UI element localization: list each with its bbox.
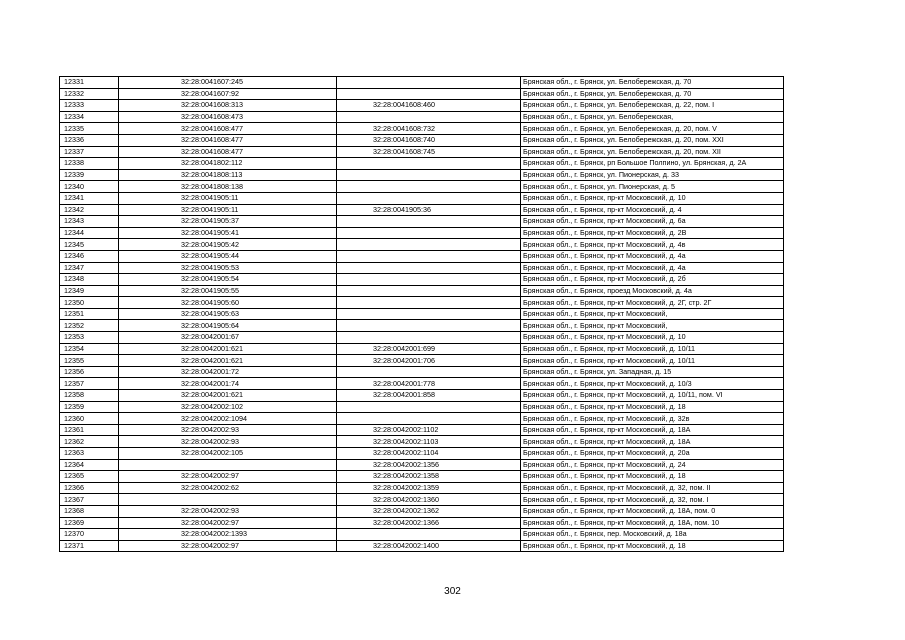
row-number-cell: 12344 bbox=[60, 227, 119, 239]
table-row bbox=[60, 181, 784, 193]
address-cell: Брянская обл., г. Брянск, пр-кт Московский, д. 4 bbox=[521, 204, 784, 216]
table-row bbox=[60, 285, 784, 297]
object-number-cell bbox=[337, 77, 521, 89]
object-number-cell bbox=[337, 320, 521, 332]
cadastral-number-cell: 32:28:0041607:92 bbox=[119, 88, 337, 100]
cadastral-number-cell: 32:28:0042001:67 bbox=[119, 332, 337, 344]
object-number-cell bbox=[337, 88, 521, 100]
object-number-cell bbox=[337, 192, 521, 204]
address-cell: Брянская обл., г. Брянск, пр-кт Московский, bbox=[521, 308, 784, 320]
object-number-cell bbox=[337, 297, 521, 309]
cadastral-number-cell: 32:28:0041905:41 bbox=[119, 227, 337, 239]
address-cell: Брянская обл., г. Брянск, пр-кт Московский, д. 24 bbox=[521, 459, 784, 471]
address-cell: Брянская обл., г. Брянск, пр-кт Московский, д. 18 bbox=[521, 401, 784, 413]
table-row bbox=[60, 355, 784, 367]
address-cell: Брянская обл., г. Брянск, пр-кт Московский, д. 18А, пом. 0 bbox=[521, 505, 784, 517]
cadastral-number-cell: 32:28:0041608:477 bbox=[119, 134, 337, 146]
table-row bbox=[60, 494, 784, 506]
table-row bbox=[60, 239, 784, 251]
table-row bbox=[60, 123, 784, 135]
object-number-cell: 32:28:0042002:1103 bbox=[337, 436, 521, 448]
table-row bbox=[60, 448, 784, 460]
cadastral-number-cell: 32:28:0042002:62 bbox=[119, 482, 337, 494]
table-row bbox=[60, 250, 784, 262]
object-number-cell: 32:28:0041608:740 bbox=[337, 134, 521, 146]
row-number-cell: 12346 bbox=[60, 250, 119, 262]
cadastral-number-cell: 32:28:0041905:37 bbox=[119, 216, 337, 228]
cadastral-number-cell: 32:28:0041905:55 bbox=[119, 285, 337, 297]
cadastral-number-cell: 32:28:0042002:102 bbox=[119, 401, 337, 413]
object-number-cell: 32:28:0042001:706 bbox=[337, 355, 521, 367]
address-cell: Брянская обл., г. Брянск, пр-кт Московский, д. 10/11 bbox=[521, 343, 784, 355]
address-cell: Брянская обл., г. Брянск, пр-кт Московский, д. 18 bbox=[521, 540, 784, 552]
object-number-cell: 32:28:0042002:1356 bbox=[337, 459, 521, 471]
address-cell: Брянская обл., г. Брянск, пр-кт Московский, д. 10 bbox=[521, 192, 784, 204]
row-number-cell: 12368 bbox=[60, 505, 119, 517]
address-cell: Брянская обл., г. Брянск, пр-кт Московский, д. 18А bbox=[521, 436, 784, 448]
table-row bbox=[60, 100, 784, 112]
row-number-cell: 12350 bbox=[60, 297, 119, 309]
row-number-cell: 12357 bbox=[60, 378, 119, 390]
object-number-cell: 32:28:0042002:1104 bbox=[337, 448, 521, 460]
object-number-cell: 32:28:0042002:1360 bbox=[337, 494, 521, 506]
cadastral-number-cell: 32:28:0041607:245 bbox=[119, 77, 337, 89]
row-number-cell: 12367 bbox=[60, 494, 119, 506]
row-number-cell: 12348 bbox=[60, 274, 119, 286]
address-cell: Брянская обл., г. Брянск, пер. Московский, д. 18а bbox=[521, 529, 784, 541]
table-row bbox=[60, 88, 784, 100]
row-number-cell: 12355 bbox=[60, 355, 119, 367]
address-cell: Брянская обл., г. Брянск, пр-кт Московский, bbox=[521, 320, 784, 332]
object-number-cell: 32:28:0042002:1366 bbox=[337, 517, 521, 529]
table-row bbox=[60, 158, 784, 170]
object-number-cell bbox=[337, 285, 521, 297]
row-number-cell: 12362 bbox=[60, 436, 119, 448]
address-cell: Брянская обл., г. Брянск, пр-кт Московский, д. 18А, пом. 10 bbox=[521, 517, 784, 529]
address-cell: Брянская обл., г. Брянск, ул. Белобережская, д. 20, пом. XXI bbox=[521, 134, 784, 146]
row-number-cell: 12337 bbox=[60, 146, 119, 158]
cadastral-number-cell: 32:28:0041905:11 bbox=[119, 192, 337, 204]
address-cell: Брянская обл., г. Брянск, пр-кт Московский, д. 2В bbox=[521, 227, 784, 239]
row-number-cell: 12370 bbox=[60, 529, 119, 541]
table-row bbox=[60, 459, 784, 471]
cadastral-number-cell: 32:28:0042002:97 bbox=[119, 540, 337, 552]
address-cell: Брянская обл., г. Брянск, пр-кт Московский, д. 18А bbox=[521, 424, 784, 436]
table-row bbox=[60, 471, 784, 483]
row-number-cell: 12343 bbox=[60, 216, 119, 228]
object-number-cell bbox=[337, 239, 521, 251]
table-row bbox=[60, 262, 784, 274]
table-row bbox=[60, 204, 784, 216]
object-number-cell: 32:28:0042001:858 bbox=[337, 390, 521, 402]
table-row bbox=[60, 366, 784, 378]
address-cell: Брянская обл., г. Брянск, пр-кт Московский, д. 4а bbox=[521, 250, 784, 262]
row-number-cell: 12352 bbox=[60, 320, 119, 332]
table-row bbox=[60, 227, 784, 239]
address-cell: Брянская обл., г. Брянск, ул. Белобережская, д. 20, пом. V bbox=[521, 123, 784, 135]
table-row bbox=[60, 390, 784, 402]
object-number-cell: 32:28:0041608:745 bbox=[337, 146, 521, 158]
table-row bbox=[60, 274, 784, 286]
object-number-cell bbox=[337, 308, 521, 320]
row-number-cell: 12361 bbox=[60, 424, 119, 436]
row-number-cell: 12360 bbox=[60, 413, 119, 425]
object-number-cell: 32:28:0042002:1358 bbox=[337, 471, 521, 483]
table-row bbox=[60, 111, 784, 123]
row-number-cell: 12338 bbox=[60, 158, 119, 170]
table-row bbox=[60, 192, 784, 204]
object-number-cell: 32:28:0041608:732 bbox=[337, 123, 521, 135]
row-number-cell: 12331 bbox=[60, 77, 119, 89]
cadastral-number-cell: 32:28:0041608:313 bbox=[119, 100, 337, 112]
address-cell: Брянская обл., г. Брянск, ул. Пионерская, д. 33 bbox=[521, 169, 784, 181]
row-number-cell: 12353 bbox=[60, 332, 119, 344]
row-number-cell: 12359 bbox=[60, 401, 119, 413]
table-row bbox=[60, 297, 784, 309]
cadastral-number-cell: 32:28:0042002:93 bbox=[119, 424, 337, 436]
records-table-body bbox=[60, 77, 784, 552]
table-row bbox=[60, 505, 784, 517]
row-number-cell: 12335 bbox=[60, 123, 119, 135]
cadastral-number-cell bbox=[119, 494, 337, 506]
table-row bbox=[60, 378, 784, 390]
table-row bbox=[60, 308, 784, 320]
address-cell: Брянская обл., г. Брянск, пр-кт Московский, д. 2Г, стр. 2Г bbox=[521, 297, 784, 309]
address-cell: Брянская обл., г. Брянск, пр-кт Московский, д. 18 bbox=[521, 471, 784, 483]
object-number-cell bbox=[337, 274, 521, 286]
address-cell: Брянская обл., г. Брянск, пр-кт Московский, д. 32, пом. II bbox=[521, 482, 784, 494]
cadastral-number-cell: 32:28:0041808:138 bbox=[119, 181, 337, 193]
table-row bbox=[60, 134, 784, 146]
document-page bbox=[59, 76, 784, 552]
cadastral-number-cell: 32:28:0041808:113 bbox=[119, 169, 337, 181]
object-number-cell: 32:28:0042001:699 bbox=[337, 343, 521, 355]
table-row bbox=[60, 343, 784, 355]
object-number-cell: 32:28:0042002:1400 bbox=[337, 540, 521, 552]
object-number-cell bbox=[337, 262, 521, 274]
row-number-cell: 12354 bbox=[60, 343, 119, 355]
object-number-cell bbox=[337, 216, 521, 228]
row-number-cell: 12369 bbox=[60, 517, 119, 529]
table-row bbox=[60, 146, 784, 158]
object-number-cell bbox=[337, 332, 521, 344]
address-cell: Брянская обл., г. Брянск, ул. Белобережская, д. 70 bbox=[521, 77, 784, 89]
row-number-cell: 12371 bbox=[60, 540, 119, 552]
cadastral-number-cell: 32:28:0042001:74 bbox=[119, 378, 337, 390]
cadastral-number-cell: 32:28:0042002:1094 bbox=[119, 413, 337, 425]
cadastral-number-cell: 32:28:0041905:53 bbox=[119, 262, 337, 274]
address-cell: Брянская обл., г. Брянск, пр-кт Московский, д. 2б bbox=[521, 274, 784, 286]
row-number-cell: 12365 bbox=[60, 471, 119, 483]
cadastral-number-cell: 32:28:0042001:621 bbox=[119, 390, 337, 402]
object-number-cell bbox=[337, 401, 521, 413]
table-row bbox=[60, 540, 784, 552]
row-number-cell: 12358 bbox=[60, 390, 119, 402]
row-number-cell: 12356 bbox=[60, 366, 119, 378]
address-cell: Брянская обл., г. Брянск, ул. Белобережская, bbox=[521, 111, 784, 123]
cadastral-number-cell: 32:28:0042002:105 bbox=[119, 448, 337, 460]
table-row bbox=[60, 401, 784, 413]
address-cell: Брянская обл., г. Брянск, проезд Московский, д. 4а bbox=[521, 285, 784, 297]
address-cell: Брянская обл., г. Брянск, пр-кт Московский, д. 10/11, пом. VI bbox=[521, 390, 784, 402]
cadastral-number-cell: 32:28:0042002:1393 bbox=[119, 529, 337, 541]
row-number-cell: 12347 bbox=[60, 262, 119, 274]
row-number-cell: 12340 bbox=[60, 181, 119, 193]
object-number-cell: 32:28:0041608:460 bbox=[337, 100, 521, 112]
cadastral-number-cell: 32:28:0041608:477 bbox=[119, 123, 337, 135]
object-number-cell bbox=[337, 366, 521, 378]
address-cell: Брянская обл., г. Брянск, пр-кт Московский, д. 32, пом. I bbox=[521, 494, 784, 506]
row-number-cell: 12366 bbox=[60, 482, 119, 494]
cadastral-number-cell: 32:28:0042002:93 bbox=[119, 436, 337, 448]
address-cell: Брянская обл., г. Брянск, пр-кт Московский, д. 4а bbox=[521, 262, 784, 274]
object-number-cell: 32:28:0041905:36 bbox=[337, 204, 521, 216]
row-number-cell: 12364 bbox=[60, 459, 119, 471]
row-number-cell: 12345 bbox=[60, 239, 119, 251]
cadastral-number-cell: 32:28:0041905:60 bbox=[119, 297, 337, 309]
table-row bbox=[60, 529, 784, 541]
page-number: 302 bbox=[444, 586, 461, 597]
object-number-cell: 32:28:0042002:1359 bbox=[337, 482, 521, 494]
table-row bbox=[60, 169, 784, 181]
cadastral-number-cell: 32:28:0042001:621 bbox=[119, 355, 337, 367]
address-cell: Брянская обл., г. Брянск, ул. Белобережская, д. 20, пом. XII bbox=[521, 146, 784, 158]
cadastral-number-cell: 32:28:0042002:93 bbox=[119, 505, 337, 517]
address-cell: Брянская обл., г. Брянск, рп Большое Полпино, ул. Брянская, д. 2А bbox=[521, 158, 784, 170]
cadastral-number-cell: 32:28:0041905:63 bbox=[119, 308, 337, 320]
cadastral-number-cell bbox=[119, 459, 337, 471]
object-number-cell bbox=[337, 413, 521, 425]
address-cell: Брянская обл., г. Брянск, пр-кт Московский, д. 6а bbox=[521, 216, 784, 228]
object-number-cell: 32:28:0042002:1362 bbox=[337, 505, 521, 517]
address-cell: Брянская обл., г. Брянск, пр-кт Московский, д. 10/11 bbox=[521, 355, 784, 367]
address-cell: Брянская обл., г. Брянск, пр-кт Московский, д. 32в bbox=[521, 413, 784, 425]
cadastral-number-cell: 32:28:0041905:64 bbox=[119, 320, 337, 332]
address-cell: Брянская обл., г. Брянск, пр-кт Московский, д. 4в bbox=[521, 239, 784, 251]
address-cell: Брянская обл., г. Брянск, пр-кт Московский, д. 10 bbox=[521, 332, 784, 344]
object-number-cell: 32:28:0042001:778 bbox=[337, 378, 521, 390]
address-cell: Брянская обл., г. Брянск, ул. Белобережская, д. 22, пом. I bbox=[521, 100, 784, 112]
row-number-cell: 12332 bbox=[60, 88, 119, 100]
table-row bbox=[60, 436, 784, 448]
cadastral-number-cell: 32:28:0042001:621 bbox=[119, 343, 337, 355]
address-cell: Брянская обл., г. Брянск, ул. Белобережская, д. 70 bbox=[521, 88, 784, 100]
cadastral-number-cell: 32:28:0041905:44 bbox=[119, 250, 337, 262]
cadastral-number-cell: 32:28:0042001:72 bbox=[119, 366, 337, 378]
table-row bbox=[60, 320, 784, 332]
address-cell: Брянская обл., г. Брянск, пр-кт Московский, д. 20а bbox=[521, 448, 784, 460]
table-row bbox=[60, 332, 784, 344]
row-number-cell: 12351 bbox=[60, 308, 119, 320]
row-number-cell: 12341 bbox=[60, 192, 119, 204]
table-row bbox=[60, 216, 784, 228]
records-table bbox=[59, 76, 784, 552]
row-number-cell: 12339 bbox=[60, 169, 119, 181]
address-cell: Брянская обл., г. Брянск, ул. Пионерская, д. 5 bbox=[521, 181, 784, 193]
cadastral-number-cell: 32:28:0041905:11 bbox=[119, 204, 337, 216]
cadastral-number-cell: 32:28:0041608:473 bbox=[119, 111, 337, 123]
cadastral-number-cell: 32:28:0042002:97 bbox=[119, 471, 337, 483]
row-number-cell: 12342 bbox=[60, 204, 119, 216]
cadastral-number-cell: 32:28:0041905:42 bbox=[119, 239, 337, 251]
object-number-cell bbox=[337, 250, 521, 262]
object-number-cell bbox=[337, 158, 521, 170]
row-number-cell: 12334 bbox=[60, 111, 119, 123]
row-number-cell: 12333 bbox=[60, 100, 119, 112]
cadastral-number-cell: 32:28:0041608:477 bbox=[119, 146, 337, 158]
row-number-cell: 12363 bbox=[60, 448, 119, 460]
object-number-cell: 32:28:0042002:1102 bbox=[337, 424, 521, 436]
table-row bbox=[60, 413, 784, 425]
address-cell: Брянская обл., г. Брянск, пр-кт Московский, д. 10/3 bbox=[521, 378, 784, 390]
address-cell: Брянская обл., г. Брянск, ул. Западная, д. 15 bbox=[521, 366, 784, 378]
cadastral-number-cell: 32:28:0042002:97 bbox=[119, 517, 337, 529]
table-row bbox=[60, 77, 784, 89]
object-number-cell bbox=[337, 227, 521, 239]
table-row bbox=[60, 424, 784, 436]
row-number-cell: 12349 bbox=[60, 285, 119, 297]
object-number-cell bbox=[337, 529, 521, 541]
object-number-cell bbox=[337, 181, 521, 193]
cadastral-number-cell: 32:28:0041905:54 bbox=[119, 274, 337, 286]
cadastral-number-cell: 32:28:0041802:112 bbox=[119, 158, 337, 170]
object-number-cell bbox=[337, 169, 521, 181]
table-row bbox=[60, 517, 784, 529]
row-number-cell: 12336 bbox=[60, 134, 119, 146]
table-row bbox=[60, 482, 784, 494]
object-number-cell bbox=[337, 111, 521, 123]
